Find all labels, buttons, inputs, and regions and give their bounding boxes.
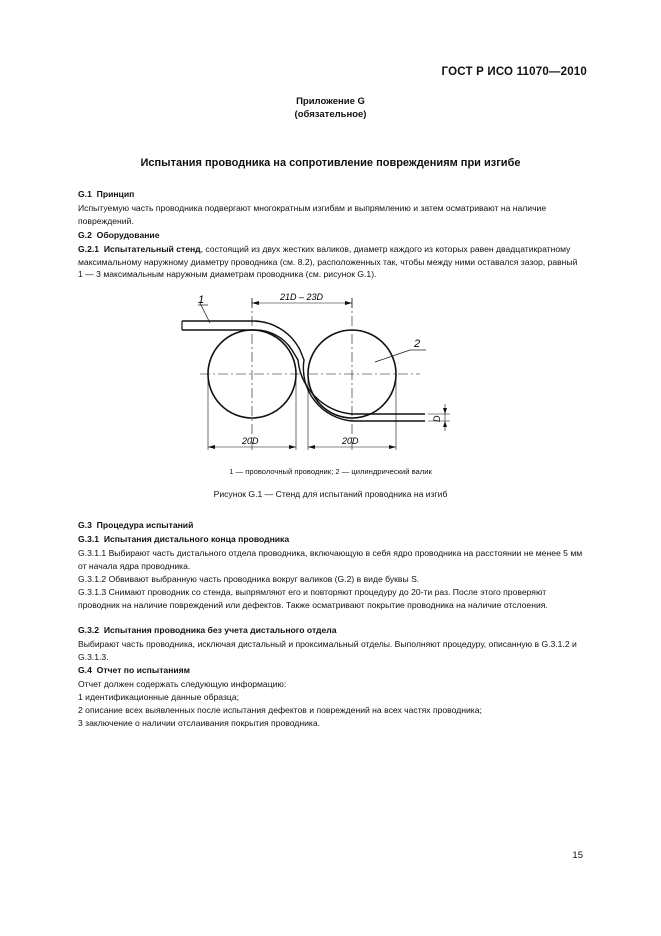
section-title: Испытания дистального конца проводника xyxy=(103,534,290,544)
figure-g1 xyxy=(170,290,470,462)
section-g312-text: G.3.1.2 Обвивают выбранную часть проводника вокруг валиков (G.2) в виде буквы S. xyxy=(78,574,420,584)
list-item: 2 описание всех выявленных после испытания дефектов и повреждений на всех частях проводника; xyxy=(78,705,482,715)
section-number: G.2.1 xyxy=(78,244,100,254)
section-number: G.3.2 xyxy=(78,625,100,635)
leader-2 xyxy=(375,350,410,362)
annex-title: Приложение G xyxy=(296,96,365,107)
paragraph-text: , состоящий из двух жестких валиков, диаметр каждого из которых равен двадцатикратному максимальному наружному диаметру проводника (см. 8.2), расположенных так, чтобы между ними оставался зазор, равный 1 — 3 максимальным наружным диаметрам проводника (см. рисунок G.1). xyxy=(78,244,578,280)
section-g4-heading xyxy=(78,665,190,675)
section-g32-text: Выбирают часть проводника, исключая дистальный и проксимальный отделы. Выполняют процедуру, описанную в G.3.1.2 и G.3.1.3. xyxy=(78,639,577,662)
annex-status: (обязательное) xyxy=(294,109,367,120)
guide-wire-outer xyxy=(182,321,425,421)
section-title: Отчет по испытаниям xyxy=(96,665,191,675)
standard-header: ГОСТ Р ИСО 11070—2010 xyxy=(441,66,587,78)
dim-d-label: D xyxy=(432,415,442,422)
figure-legend: 1 — проволочный проводник; 2 — цилиндрический валик xyxy=(229,467,432,476)
section-g3-heading xyxy=(78,520,193,530)
list-item: 1 идентификационные данные образца; xyxy=(78,692,240,702)
section-number: G.2 xyxy=(78,230,92,240)
figure-caption: Рисунок G.1 — Стенд для испытаний проводника на изгиб xyxy=(213,489,448,499)
section-g1-heading xyxy=(78,189,134,199)
section-g31-heading xyxy=(78,534,289,544)
term-test-stand: Испытательный стенд xyxy=(103,244,201,254)
section-number: G.4 xyxy=(78,665,92,675)
label-2: 2 xyxy=(414,338,421,350)
page-number: 15 xyxy=(572,850,583,861)
section-g1-text: Испытуемую часть проводника подвергают многократным изгибам и выпрямлению и затем осматривают на наличие повреждений. xyxy=(78,203,547,226)
dim-right-label: 20D xyxy=(342,436,359,446)
section-g2-heading xyxy=(78,230,160,240)
section-g313-text: G.3.1.3 Снимают проводник со стенда, выпрямляют его и повторяют процедуру до 20-ти раз. После этого проверяют проводник на наличие повреждений или дефектов. Также осматривают покрытие проводника на наличие отслоения. xyxy=(78,587,548,610)
section-g21-text xyxy=(78,243,584,281)
section-g4-intro: Отчет должен содержать следующую информацию: xyxy=(78,679,287,689)
section-title: Испытания проводника без учета дистального отдела xyxy=(103,625,337,635)
section-g311-text: G.3.1.1 Выбирают часть дистального отдела проводника, включающую в себя ядро проводника на расстоянии не менее 5 мм от начала ядра проводника. xyxy=(78,548,583,571)
section-number: G.3 xyxy=(78,520,92,530)
leader-1 xyxy=(200,303,210,323)
document-title: Испытания проводника на сопротивление повреждениям при изгибе xyxy=(140,157,521,169)
dim-top-label: 21D – 23D xyxy=(280,292,324,302)
section-number: G.1 xyxy=(78,189,92,199)
section-g32-heading xyxy=(78,625,337,635)
section-title: Процедура испытаний xyxy=(96,520,194,530)
section-title: Оборудование xyxy=(96,230,160,240)
section-number: G.3.1 xyxy=(78,534,100,544)
dim-left-label: 20D xyxy=(242,436,259,446)
section-title: Принцип xyxy=(96,189,135,199)
label-1: 1 xyxy=(198,294,205,306)
list-item: 3 заключение о наличии отслаивания покрытия проводника. xyxy=(78,718,320,728)
